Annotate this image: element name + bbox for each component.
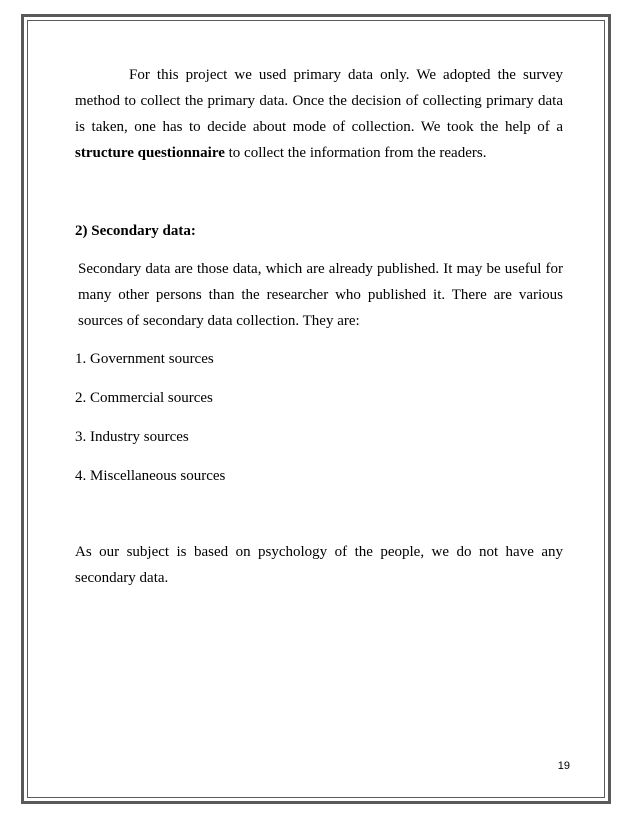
list-item: 3. Industry sources — [75, 429, 189, 445]
list-item: 2. Commercial sources — [75, 390, 213, 406]
paragraph-text-end: to collect the information from the readers. — [224, 145, 487, 161]
primary-data-paragraph — [75, 62, 563, 166]
paragraph-text-start: For this project we used primary data only. We adopted the survey method to collect the primary data. Once the decision of collecting primary data is taken, one has to decide about mode of collection. We took the help of a — [75, 67, 563, 135]
section-heading: 2) Secondary data: — [75, 223, 196, 239]
list-item: 1. Government sources — [75, 351, 214, 367]
bold-phrase: structure questionnaire — [75, 145, 225, 161]
page-content — [75, 62, 563, 591]
secondary-data-paragraph: Secondary data are those data, which are already published. It may be useful for many other persons than the researcher who published it. There are various sources of secondary data collection. They are: — [78, 261, 563, 329]
page-number: 19 — [557, 760, 570, 772]
conclusion-paragraph: As our subject is based on psychology of the people, we do not have any secondary data. — [75, 544, 563, 586]
list-item: 4. Miscellaneous sources — [75, 468, 226, 484]
